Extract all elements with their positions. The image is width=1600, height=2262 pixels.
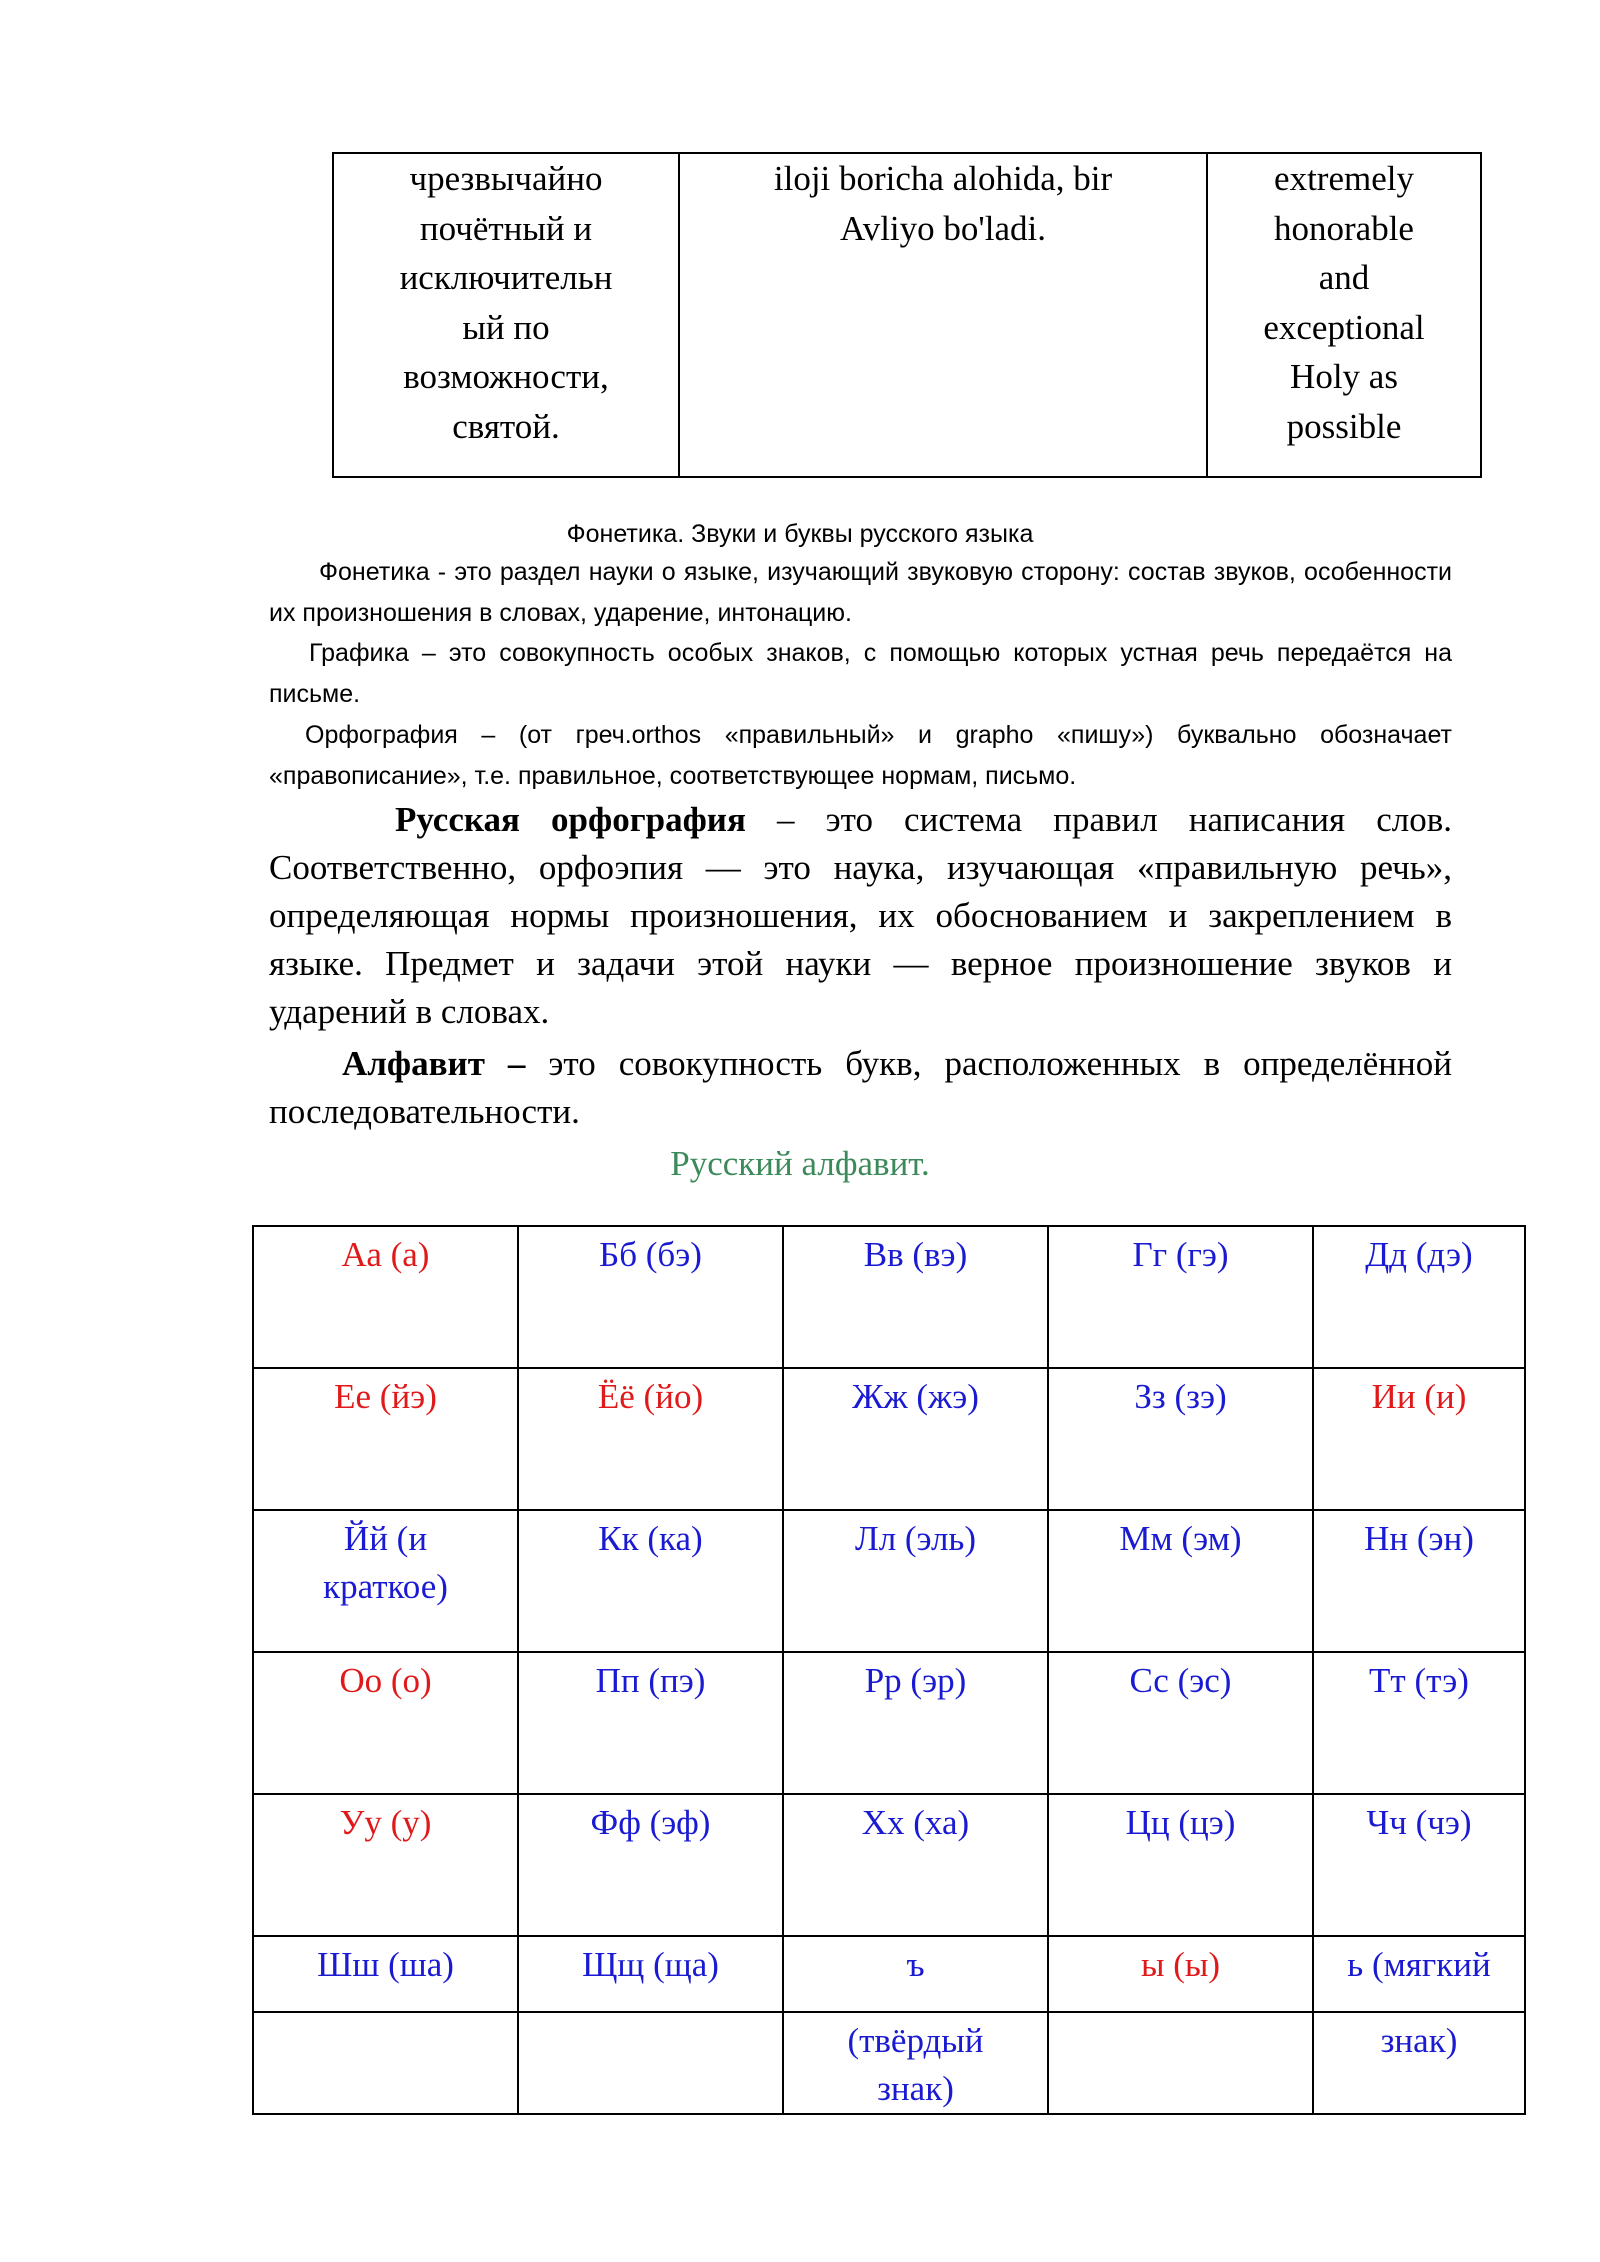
alphabet-letter: Дд (дэ): [1365, 1235, 1473, 1274]
alphabet-letter: Кк (ка): [598, 1519, 703, 1558]
alphabet-letter: Ии (и): [1371, 1377, 1467, 1416]
alphabet-letter: Нн (эн): [1364, 1519, 1474, 1558]
alphabet-cell: [1313, 1652, 1525, 1794]
alphabet-title: Русский алфавит.: [670, 1144, 930, 1183]
alphabet-cell: [783, 1368, 1048, 1510]
alphabet-letter: Ее (йэ): [334, 1377, 437, 1416]
alphabet-cell: [518, 1510, 783, 1652]
alphabet-cell: [518, 1936, 783, 2012]
alphabet-cell: [253, 2012, 518, 2114]
alphabet-cell: [783, 1652, 1048, 1794]
russian-orthography-paragraph: [269, 796, 1452, 1036]
alphabet-cell: [1313, 1936, 1525, 2012]
alphabet-letter: Цц (цэ): [1125, 1803, 1236, 1842]
alphabet-cell: [518, 1368, 783, 1510]
translation-row: [333, 153, 1481, 477]
alphabet-cell: [1048, 1368, 1313, 1510]
alphabet-row: [253, 1226, 1525, 1368]
alphabet-cell: [1313, 1510, 1525, 1652]
cell-russian: [333, 153, 679, 477]
alphabet-letter: знак): [1380, 2021, 1458, 2060]
alphabet-letter: [1049, 2013, 1312, 2017]
alphabet-row: [253, 1794, 1525, 1936]
orthography-paragraph: Орфография – (от греч.orthos «правильный» и grapho «пишу») буквально обозначает «правописание», т.е. правильное, соответствующее нормам, письмо.: [269, 721, 1452, 790]
orthography-term: Русская орфография: [395, 800, 746, 839]
alphabet-letter: Уу (у): [339, 1803, 432, 1842]
alphabet-row: [253, 1652, 1525, 1794]
alphabet-cell: [518, 1794, 783, 1936]
alphabet-letter: Ёё (йо): [597, 1377, 704, 1416]
alphabet-letter: Фф (эф): [590, 1803, 711, 1842]
alphabet-letter: Сс (эс): [1129, 1661, 1232, 1700]
alphabet-row: [253, 1510, 1525, 1652]
alphabet-cell: [253, 1226, 518, 1368]
alphabet-letter: Лл (эль): [854, 1519, 977, 1558]
alphabet-cell: [518, 1226, 783, 1368]
alphabet-cell: [1048, 1226, 1313, 1368]
alphabet-row: [253, 1936, 1525, 2012]
alphabet-letter: Шш (ша): [317, 1945, 454, 1984]
alphabet-letter: [254, 2013, 517, 2017]
alphabet-cell: [783, 1794, 1048, 1936]
english-text: extremely honorable and exceptional Holy as possible: [1263, 159, 1425, 446]
alphabet-cell: [783, 1226, 1048, 1368]
alphabet-letter: Щщ (ща): [582, 1945, 719, 1984]
alphabet-cell: [1048, 1510, 1313, 1652]
alphabet-cell: [1313, 1794, 1525, 1936]
alphabet-cell: [1313, 1226, 1525, 1368]
alphabet-cell: [253, 1510, 518, 1652]
alphabet-letter: ы (ы): [1140, 1945, 1221, 1984]
cell-uzbek: [679, 153, 1207, 477]
alphabet-letter: Бб (бэ): [599, 1235, 702, 1274]
alphabet-cell: [1048, 2012, 1313, 2114]
alphabet-letter: Чч (чэ): [1366, 1803, 1472, 1842]
alphabet-letter: [519, 2013, 782, 2017]
alphabet-letter: ъ: [906, 1945, 925, 1984]
alphabet-letter: Тт (тэ): [1369, 1661, 1469, 1700]
alphabet-cell: [1048, 1652, 1313, 1794]
alphabet-cell: [783, 2012, 1048, 2114]
russian-text: чрезвычайно почётный и исключительн ый по возможности, святой.: [399, 159, 613, 446]
alphabet-letter: ь (мягкий: [1347, 1945, 1491, 1984]
alphabet-letter: Гг (гэ): [1132, 1235, 1229, 1274]
cell-english: [1207, 153, 1481, 477]
alphabet-letter: Вв (вэ): [863, 1235, 968, 1274]
phonetics-paragraph: Фонетика - это раздел науки о языке, изучающий звуковую сторону: состав звуков, особенности их произношения в словах, ударение, интонацию.: [269, 558, 1452, 627]
alphabet-letter: Зз (зэ): [1134, 1377, 1227, 1416]
alphabet-cell: [253, 1368, 518, 1510]
alphabet-letter: Хх (ха): [861, 1803, 970, 1842]
alphabet-table-body: [253, 1226, 1525, 2114]
alphabet-cell: [1048, 1794, 1313, 1936]
alphabet-letter: Оо (о): [339, 1661, 432, 1700]
alphabet-cell: [783, 1936, 1048, 2012]
translation-table: [332, 152, 1482, 478]
uzbek-text: iloji boricha alohida, bir Avliyo bo'ladi.: [773, 159, 1113, 248]
alphabet-cell: [1313, 2012, 1525, 2114]
alphabet-term: Алфавит –: [342, 1044, 526, 1083]
alphabet-letter: Йй (и краткое): [323, 1519, 448, 1606]
alphabet-letter: Мм (эм): [1119, 1519, 1242, 1558]
alphabet-row: [253, 2012, 1525, 2114]
alphabet-cell: [518, 2012, 783, 2114]
graphics-paragraph: Графика – это совокупность особых знаков, с помощью которых устная речь передаётся на письме.: [269, 639, 1452, 708]
alphabet-cell: [518, 1652, 783, 1794]
alphabet-cell: [253, 1652, 518, 1794]
orthography-definition: – это система правил написания слов. Соответственно, орфоэпия — это наука, изучающая «правильную речь», определяющая нормы произношения, их обоснованием и закреплением в языке. Предмет и задачи этой науки — верное произношение звуков и ударений в словах.: [269, 800, 1452, 1031]
alphabet-cell: [1313, 1368, 1525, 1510]
alphabet-definition-paragraph: [269, 1040, 1452, 1136]
alphabet-cell: [253, 1936, 518, 2012]
alphabet-cell: [783, 1510, 1048, 1652]
alphabet-letter: Жж (жэ): [852, 1377, 979, 1416]
alphabet-definition: это совокупность букв, расположенных в определённой последовательности.: [269, 1044, 1452, 1131]
phonetics-title: Фонетика. Звуки и буквы русского языка: [566, 520, 1034, 548]
alphabet-letter: Пп (пэ): [595, 1661, 706, 1700]
alphabet-letter: Аа (а): [341, 1235, 430, 1274]
alphabet-table: [252, 1225, 1526, 2115]
alphabet-letter: (твёрдый знак): [847, 2021, 984, 2108]
alphabet-cell: [1048, 1936, 1313, 2012]
alphabet-row: [253, 1368, 1525, 1510]
alphabet-cell: [253, 1794, 518, 1936]
alphabet-letter: Рр (эр): [864, 1661, 967, 1700]
